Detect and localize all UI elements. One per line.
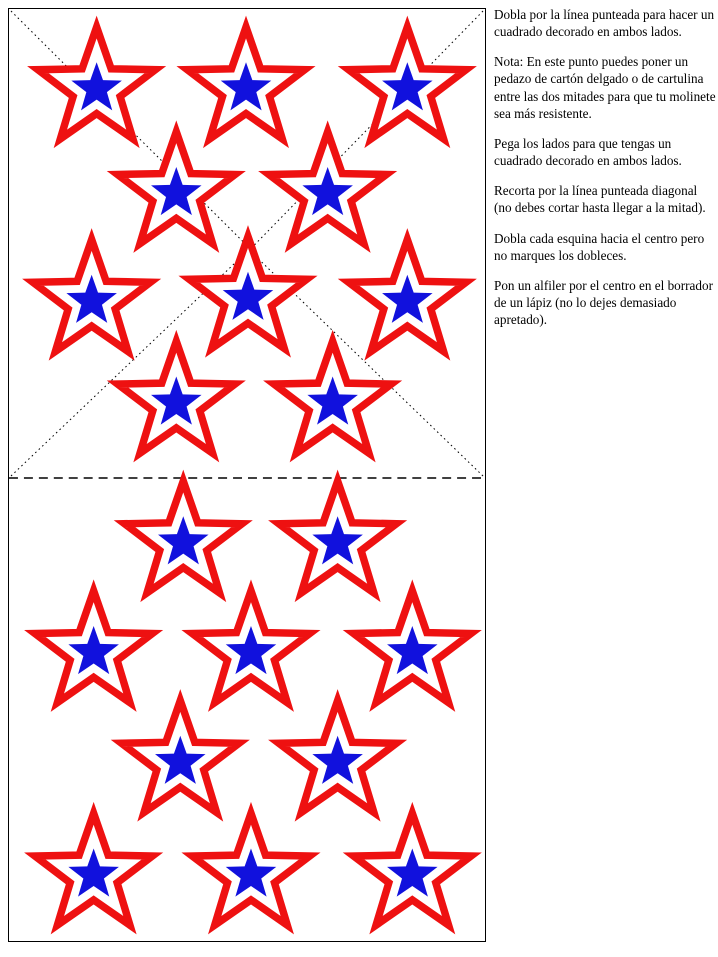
instruction-step-2: Pega los lados para que tengas un cuadrado decorado en ambos lados. — [494, 135, 682, 169]
star — [192, 813, 309, 925]
star — [187, 27, 304, 139]
instruction-note: Nota: En este punto puedes poner un pedazo de cartón delgado o de cartulina entre las dos mitades para que tu molinete sea más resistente. — [494, 54, 716, 121]
star — [354, 591, 471, 703]
star — [35, 591, 152, 703]
star — [349, 27, 466, 139]
instruction-step-5: Pon un alfiler por el centro en el borrador de un lápiz (no lo dejes demasiado apretado). — [494, 277, 713, 328]
instruction-step-1: Dobla por la línea punteada para hacer un cuadrado decorado en ambos lados. — [494, 7, 715, 40]
star — [354, 813, 471, 925]
star — [122, 701, 239, 813]
star — [118, 341, 235, 453]
pinwheel-template-panel — [8, 8, 486, 942]
star — [192, 591, 309, 703]
star — [274, 341, 391, 453]
star — [118, 132, 235, 244]
linea-punteada-diagonal-tr — [251, 11, 483, 248]
star — [349, 240, 466, 352]
star-decorations — [33, 27, 471, 925]
instruction-step-4: Dobla cada esquina hacia el centro pero no marques los dobleces. — [494, 230, 705, 263]
star — [279, 701, 396, 813]
template-graphics — [9, 9, 485, 941]
star — [35, 813, 152, 925]
instruction-step-3: Recorta por la línea punteada diagonal (no debes cortar hasta llegar a la mitad). — [494, 183, 706, 216]
star — [279, 481, 396, 593]
star — [189, 237, 306, 349]
star — [125, 481, 242, 593]
instructions-column — [494, 6, 716, 342]
star — [33, 240, 150, 352]
star — [269, 132, 386, 244]
star — [38, 27, 155, 139]
